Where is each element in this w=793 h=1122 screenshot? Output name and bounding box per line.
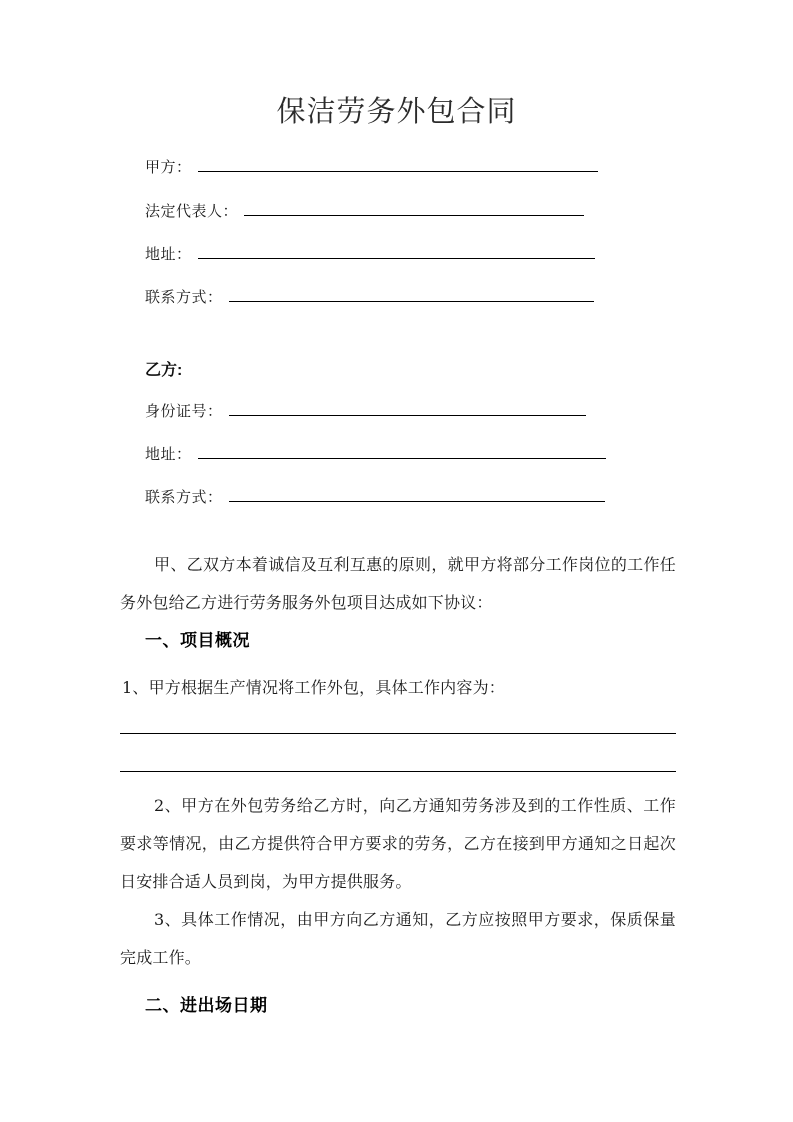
field-row-id-number: [145, 400, 586, 421]
field-input-address-a[interactable]: [198, 245, 595, 259]
field-input-contact-a[interactable]: [229, 288, 594, 302]
field-label-address-b: 地址：: [145, 445, 192, 463]
field-row-address-b: [145, 443, 606, 464]
section-heading-project-overview: 一、项目概况: [145, 631, 250, 650]
field-label-id-number: 身份证号：: [145, 402, 223, 420]
page-title: 保洁劳务外包合同: [276, 96, 517, 128]
field-label-party-a: 甲方：: [145, 158, 192, 176]
clause-item-1: 1、甲方根据生产情况将工作外包，具体工作内容为：: [122, 678, 505, 697]
field-input-id-number[interactable]: [229, 402, 586, 416]
field-row-party-a: [145, 156, 598, 177]
field-label-contact-a: 联系方式：: [145, 288, 223, 306]
field-input-party-a[interactable]: [198, 158, 598, 172]
field-row-legal-representative: [145, 200, 584, 221]
field-row-party-b-heading: [145, 357, 182, 380]
field-label-party-b: 乙方:: [145, 362, 183, 379]
preamble-paragraph: 甲、乙双方本着诚信及互利互惠的原则，就甲方将部分工作岗位的工作任务外包给乙方进行劳务服务外包项目达成如下协议：: [120, 555, 676, 612]
field-row-contact-b: [145, 486, 605, 507]
field-input-contact-b[interactable]: [229, 488, 605, 502]
field-input-legal-representative[interactable]: [244, 202, 584, 216]
blank-fill-line-1[interactable]: [120, 733, 676, 734]
field-label-address-a: 地址：: [145, 245, 192, 263]
field-label-legal-representative: 法定代表人：: [145, 202, 239, 220]
blank-fill-line-2[interactable]: [120, 771, 676, 772]
field-row-contact-a: [145, 286, 594, 307]
clause-item-2: 2、甲方在外包劳务给乙方时，向乙方通知劳务涉及到的工作性质、工作要求等情况，由乙方提供符合甲方要求的劳务，乙方在接到甲方通知之日起次日安排合适人员到岗，为甲方提供服务。: [120, 796, 676, 891]
clause-item-3: 3、具体工作情况，由甲方向乙方通知，乙方应按照甲方要求，保质保量完成工作。: [120, 910, 676, 967]
field-row-address-a: [145, 243, 595, 264]
field-input-address-b[interactable]: [198, 445, 606, 459]
field-label-contact-b: 联系方式：: [145, 488, 223, 506]
section-heading-entry-exit-date: 二、进出场日期: [145, 996, 268, 1015]
